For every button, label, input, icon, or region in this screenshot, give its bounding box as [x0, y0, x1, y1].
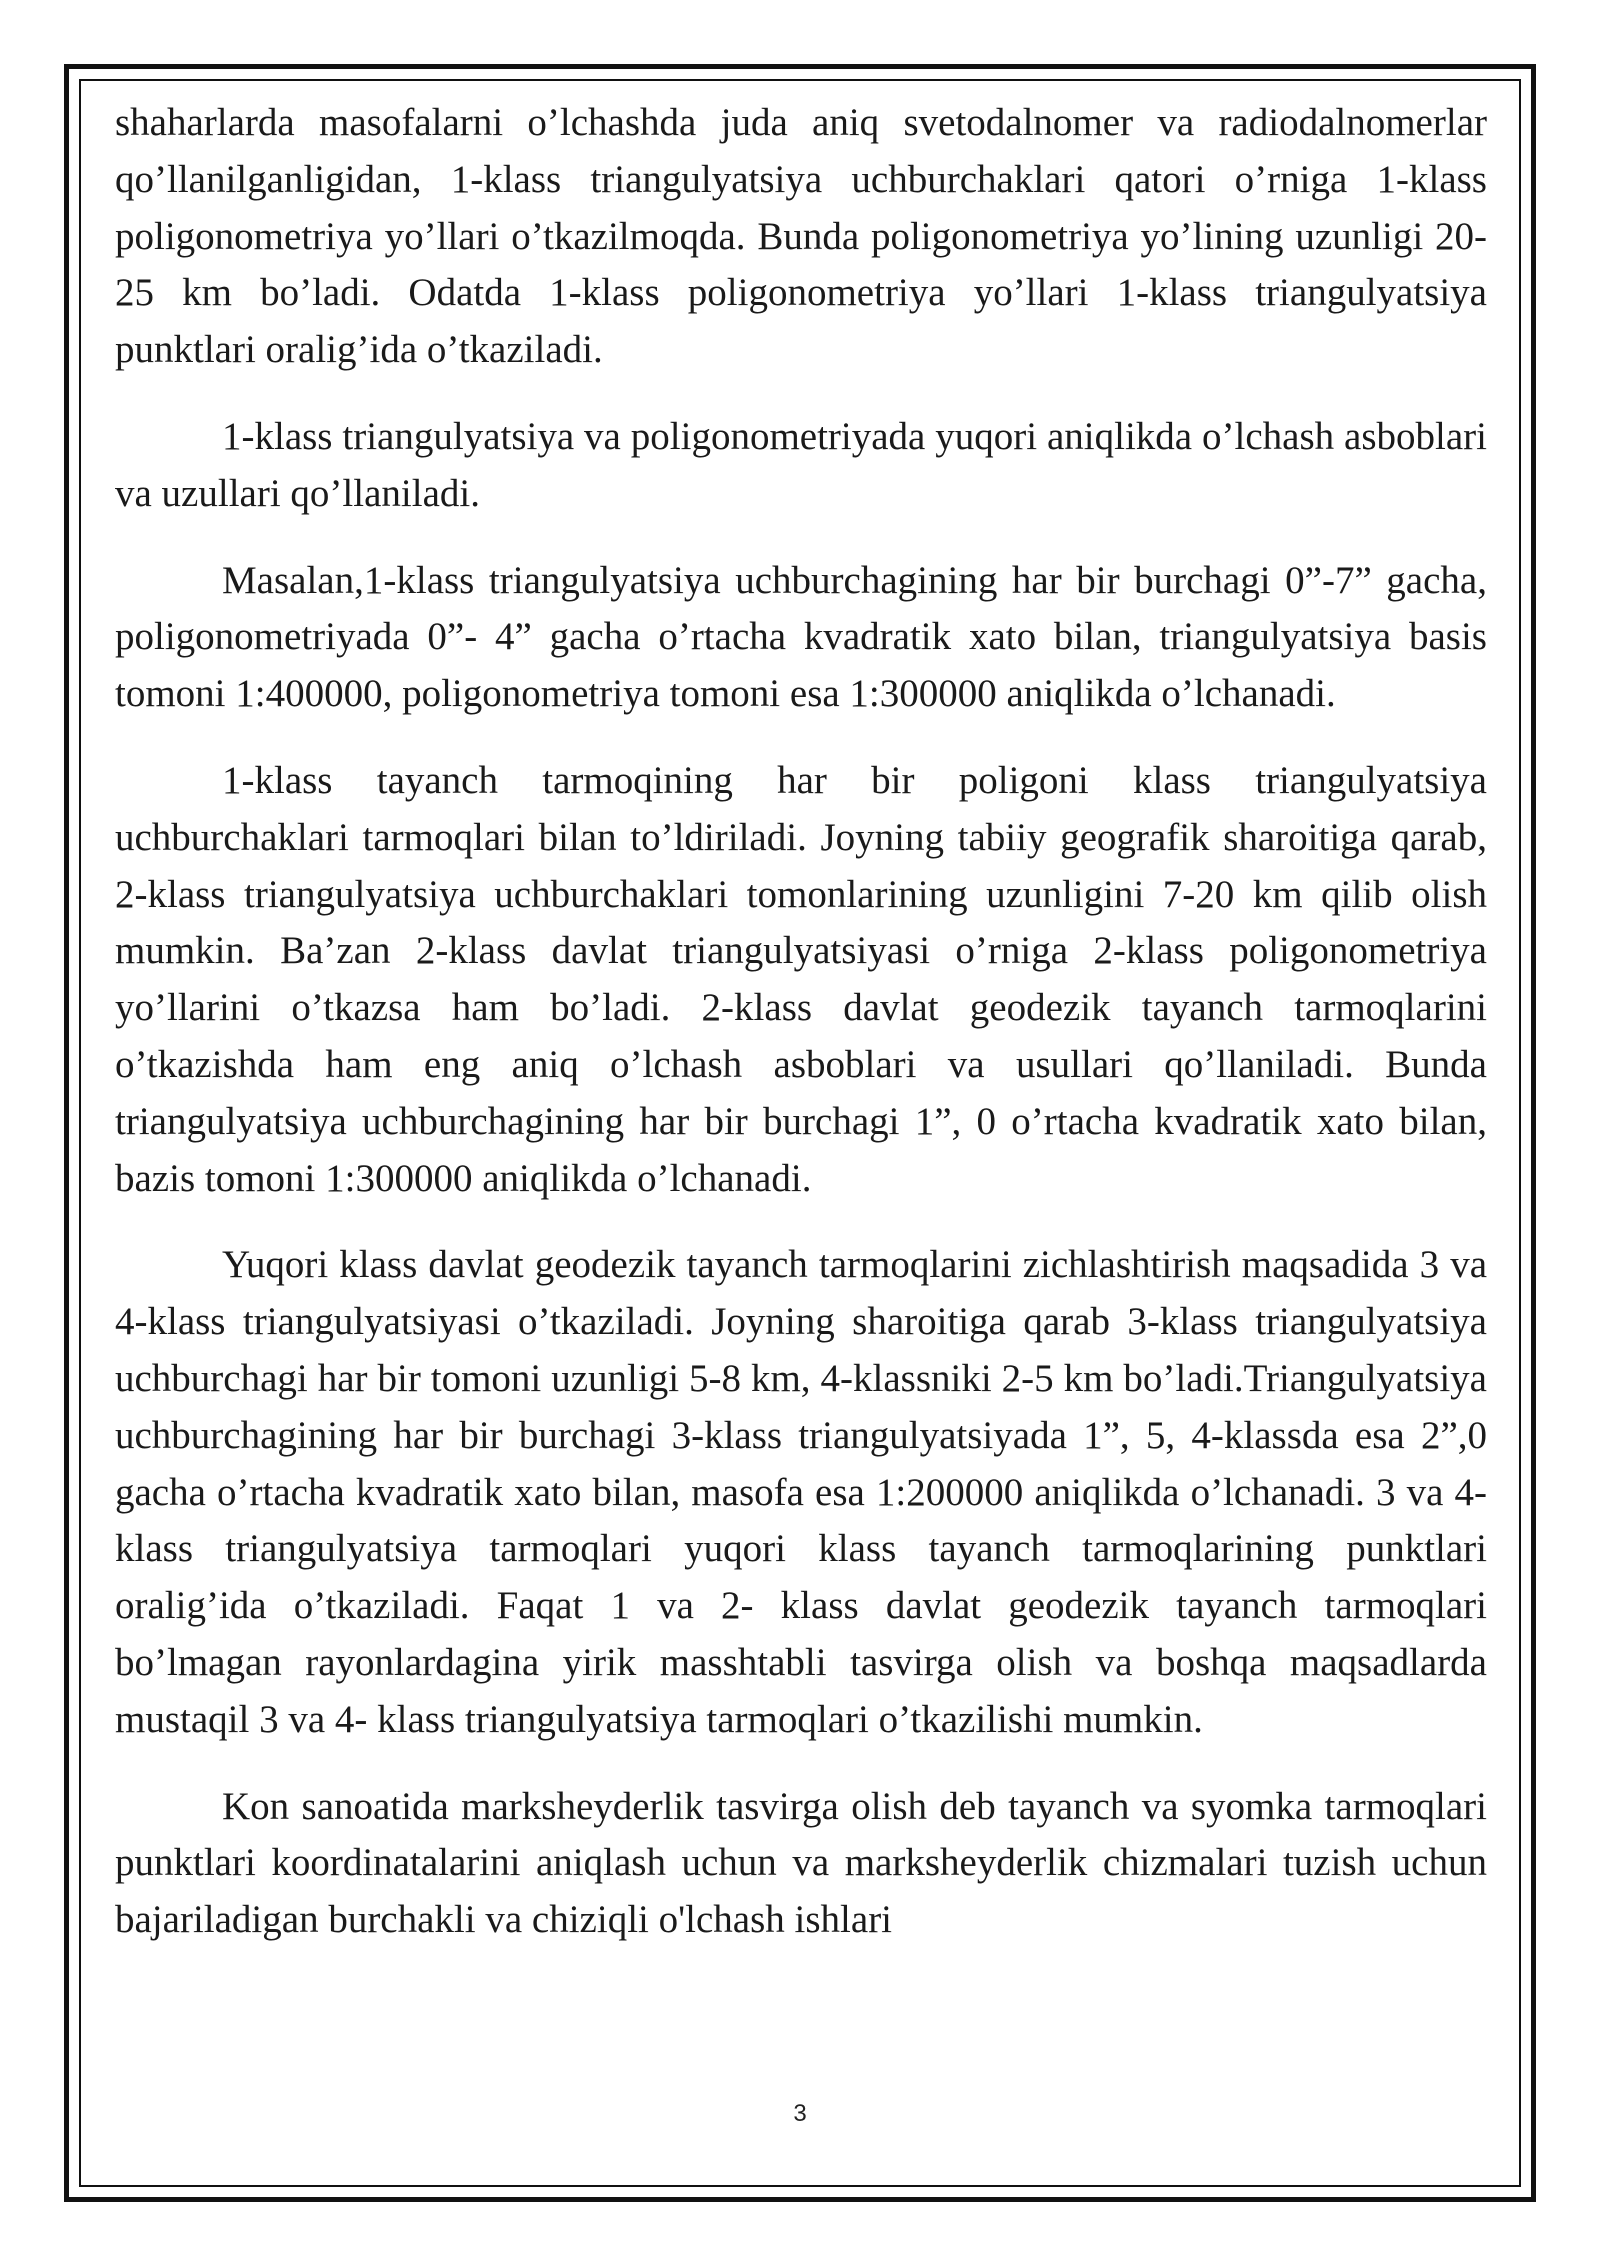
paragraph-continuation: shaharlarda masofalarni o’lchashda juda aniq svetodalnomer va radiodalnomerlar qo’llanilganligidan, 1-klass triangulyatsiya uchburchaklari qatori o’rniga 1-klass poligonometriya yo’llari o’tkazilmoqda. Bunda poligonometriya yo’lining uzunligi 20-25 km bo’ladi. Odatda 1-klass poligonometriya yo’llari 1-klass triangulyatsiya punktlari oralig’ida o’tkaziladi.: [115, 101, 1487, 372]
paragraph-second-class: 1-klass tayanch tarmoqining har bir poligoni klass triangulyatsiya uchburchaklari tarmoqlari bilan to’ldiriladi. Joyning tabiiy geografik sharoitiga qarab, 2-klass triangulyatsiya uchburchaklari tomonlarining uzunligini 7-20 km qilib olish mumkin. Ba’zan 2-klass davlat triangulyatsiyasi o’rniga 2-klass poligonometriya yo’llarini o’tkazsa ham bo’ladi. 2-klass davlat geodezik tayanch tarmoqlarini o’tkazishda ham eng aniq o’lchash asboblari va usullari qo’llaniladi. Bunda triangulyatsiya uchburchagining har bir burchagi 1”, 0 o’rtacha kvadratik xato bilan, bazis tomoni 1:300000 aniqlikda o’lchanadi.: [115, 758, 1487, 1200]
document-body: [115, 95, 1487, 1979]
paragraph-mining-survey: Kon sanoatida marksheyderlik tasvirga olish deb tayanch va syomka tarmoqlari punktlari koordinatalarini aniqlash uchun va marksheyderlik chizmalari tuzish uchun bajariladigan burchakli va chiziqli o'lchash ishlari: [115, 1784, 1487, 1942]
paragraph-example: Masalan,1-klass triangulyatsiya uchburchagining har bir burchagi 0”-7” gacha, poligonometriyada 0”- 4” gacha o’rtacha kvadratik xato bilan, triangulyatsiya basis tomoni 1:400000, poligonometriya tomoni esa 1:300000 aniqlikda o’lchanadi.: [115, 558, 1487, 716]
paragraph-methods: 1-klass triangulyatsiya va poligonometriyada yuqori aniqlikda o’lchash asboblari va uzullari qo’llaniladi.: [115, 414, 1487, 515]
paragraph-third-fourth-class: Yuqori klass davlat geodezik tayanch tarmoqlarini zichlashtirish maqsadida 3 va 4-klass triangulyatsiyasi o’tkaziladi. Joyning sharoitiga qarab 3-klass triangulyatsiya uchburchagi har bir tomoni uzunligi 5-8 km, 4-klassniki 2-5 km bo’ladi.Triangulyatsiya uchburchagining har bir burchagi 3-klass triangulyatsiyada 1”, 5, 4-klassda esa 2”,0 gacha o’rtacha kvadratik xato bilan, masofa esa 1:200000 aniqlikda o’lchanadi. 3 va 4- klass triangulyatsiya tarmoqlari yuqori klass tayanch tarmoqlarining punktlari oralig’ida o’tkaziladi. Faqat 1 va 2- klass davlat geodezik tayanch tarmoqlari bo’lmagan rayonlardagina yirik masshtabli tasvirga olish va boshqa maqsadlarda mustaqil 3 va 4- klass triangulyatsiya tarmoqlari o’tkazilishi mumkin.: [115, 1243, 1487, 1741]
page-number: 3: [793, 2100, 807, 2127]
